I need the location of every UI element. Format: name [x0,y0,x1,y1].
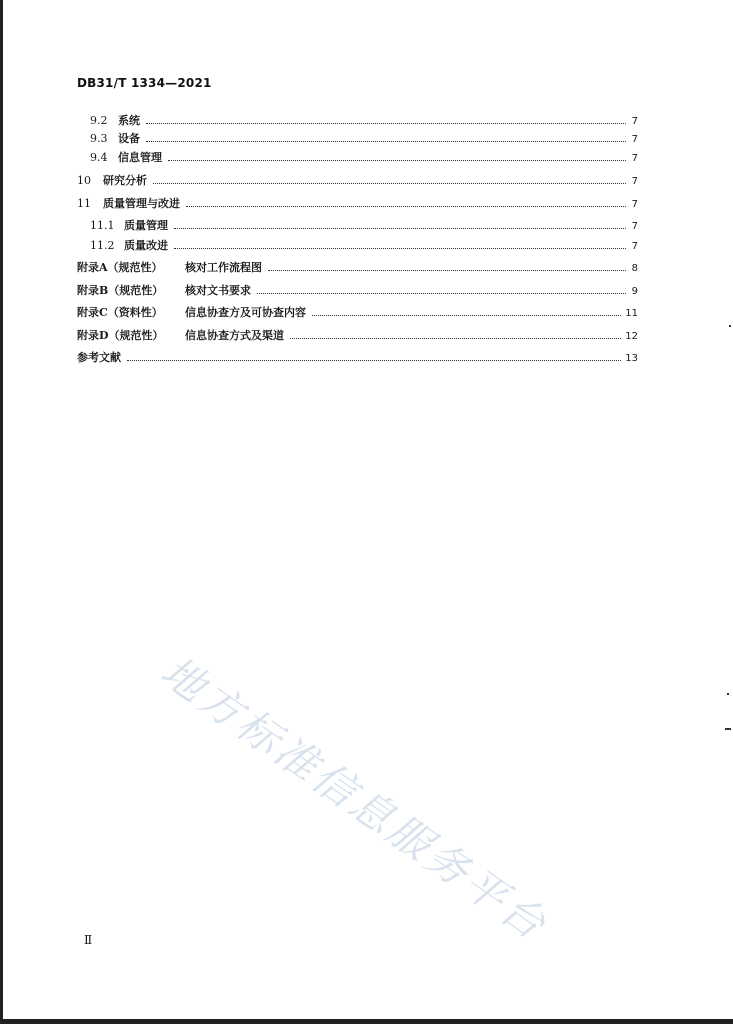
toc-entry-9-3[interactable] [90,131,638,147]
toc-entry-label [90,131,140,147]
scan-speck [727,693,729,695]
toc-entry-title: 质量管理 [124,219,168,232]
toc-entry-page: 7 [631,241,638,252]
toc-entry-title: 参考文献 [77,351,121,364]
toc-entry-label [77,283,251,299]
toc-entry-number: 附录C（资料性） [77,306,163,319]
scan-bottom-edge [0,1019,733,1024]
toc-entry-number: 附录D（规范性） [77,329,164,342]
toc-entry-title: 信息协查方及可协查内容 [185,306,306,319]
toc-leader-dots [257,292,626,294]
toc-entry-page: 11 [625,308,638,319]
toc-entry-title: 研究分析 [103,174,147,187]
toc-entry-page: 7 [631,176,638,187]
toc-entry-number: 11.2 [90,239,115,252]
toc-entry-page: 7 [631,221,638,232]
toc-leader-dots [146,122,626,124]
standard-number-header: DB31/T 1334—2021 [77,76,212,90]
toc-entry-title: 质量改进 [124,239,168,252]
toc-entry-label [77,350,121,366]
watermark-text: 地方标准信息服务平台 [152,646,558,951]
toc-entry-page: 13 [625,353,638,364]
toc-leader-dots [153,182,626,184]
toc-entry-appendix-a[interactable] [77,260,638,276]
toc-entry-number: 附录B（规范性） [77,284,164,297]
toc-entry-number: 附录A（规范性） [77,261,163,274]
toc-entry-title: 核对文书要求 [185,284,251,297]
toc-entry-label [77,173,147,189]
toc-entry-title: 质量管理与改进 [103,197,180,210]
toc-entry-11-1[interactable] [90,218,638,234]
page-number-footer: Ⅱ [84,933,93,947]
toc-entry-title: 信息协查方式及渠道 [185,329,284,342]
toc-entry-11[interactable] [77,196,638,212]
toc-leader-dots [146,140,626,142]
toc-entry-number: 10 [77,174,91,187]
toc-entry-10[interactable] [77,173,638,189]
toc-leader-dots [186,205,626,207]
toc-entry-label [77,328,284,344]
toc-entry-label [77,305,306,321]
toc-entry-appendix-b[interactable] [77,283,638,299]
toc-entry-title: 设备 [118,132,140,145]
toc-entry-number: 9.4 [90,151,108,164]
toc-entry-title: 系统 [118,114,140,127]
toc-entry-number: 9.2 [90,114,108,127]
toc-leader-dots [290,337,621,339]
toc-entry-page: 7 [631,116,638,127]
scan-left-edge [0,0,3,1024]
toc-entry-page: 7 [631,153,638,164]
toc-leader-dots [174,227,626,229]
toc-entry-label [90,238,168,254]
toc-entry-number: 11.1 [90,219,115,232]
toc-leader-dots [268,269,626,271]
toc-entry-title: 信息管理 [118,151,162,164]
toc-entry-label [90,150,162,166]
toc-entry-label [77,196,180,212]
toc-entry-11-2[interactable] [90,238,638,254]
toc-leader-dots [168,159,626,161]
toc-entry-9-4[interactable] [90,150,638,166]
toc-entry-label [77,260,262,276]
toc-entry-appendix-c[interactable] [77,305,638,321]
toc-entry-page: 8 [631,263,638,274]
toc-entry-title: 核对工作流程图 [185,261,262,274]
toc-entry-page: 7 [631,199,638,210]
toc-entry-appendix-d[interactable] [77,328,638,344]
toc-entry-page: 9 [631,286,638,297]
toc-entry-page: 7 [631,134,638,145]
scan-speck [725,728,731,730]
toc-entry-page: 12 [625,331,638,342]
toc-entry-number: 11 [77,197,91,210]
toc-leader-dots [312,314,621,316]
toc-entry-label [90,113,140,129]
toc-entry-9-2[interactable] [90,113,638,129]
scan-speck [729,325,731,327]
toc-entry-number: 9.3 [90,132,108,145]
toc-leader-dots [174,247,626,249]
toc-entry-label [90,218,168,234]
toc-leader-dots [127,359,621,361]
toc-entry-references[interactable] [77,350,638,366]
